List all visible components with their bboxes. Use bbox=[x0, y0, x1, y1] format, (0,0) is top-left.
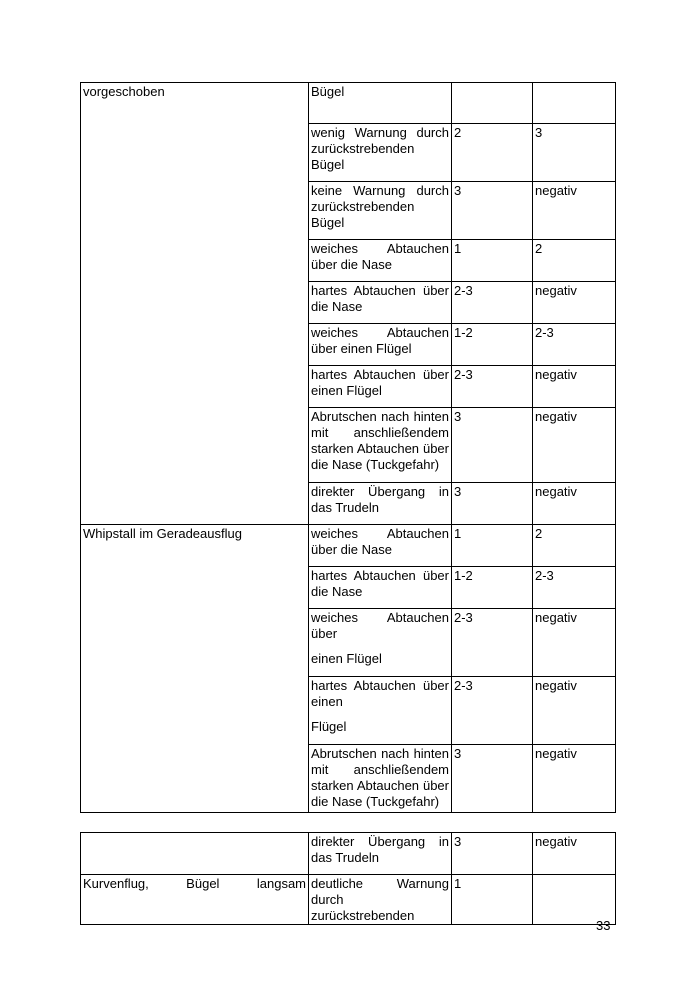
description-text: Bügel bbox=[311, 84, 345, 99]
maneuver-label: Whipstall im Geradeausflug bbox=[83, 526, 242, 541]
rating-b-cell: negativ bbox=[533, 745, 616, 813]
rating-a-cell bbox=[452, 83, 533, 124]
rating-a-cell: 1 bbox=[452, 240, 533, 282]
description-cell bbox=[309, 83, 452, 124]
rating-b-cell bbox=[533, 875, 616, 925]
rating-b-cell bbox=[533, 83, 616, 124]
maneuver-label-cell bbox=[81, 833, 309, 875]
rating-a-cell: 3 bbox=[452, 833, 533, 875]
description-text: Flügel bbox=[311, 719, 347, 734]
rating-b-cell: negativ bbox=[533, 677, 616, 745]
description-cell bbox=[309, 875, 452, 925]
description-text: weiches Abtauchen über einen Flügel bbox=[311, 325, 449, 356]
description-cell bbox=[309, 408, 452, 483]
description-text: Abrutschen nach hinten mit anschließendem starken Abtauchen über die Nase (Tuckgefahr) bbox=[311, 409, 449, 472]
description-text: wenig Warnung durch zurückstrebenden Bügel bbox=[311, 125, 449, 172]
maneuver-table-2 bbox=[80, 832, 616, 925]
rating-a-cell: 2-3 bbox=[452, 677, 533, 745]
description-text: direkter Übergang in das Trudeln bbox=[311, 834, 449, 865]
rating-a-cell: 3 bbox=[452, 182, 533, 240]
rating-b-cell: negativ bbox=[533, 408, 616, 483]
description-text: weiches Abtauchen über die Nase bbox=[311, 241, 449, 272]
rating-b-cell: negativ bbox=[533, 609, 616, 677]
rating-a-cell: 2-3 bbox=[452, 609, 533, 677]
description-text: hartes Abtauchen über einen Flügel bbox=[311, 367, 449, 398]
description-text: weiches Abtauchen über bbox=[311, 610, 449, 641]
rating-b-cell: 3 bbox=[533, 124, 616, 182]
rating-b-cell: 2 bbox=[533, 525, 616, 567]
description-cell bbox=[309, 677, 452, 745]
description-text: deutliche Warnung durch zurückstrebenden bbox=[311, 876, 449, 923]
description-text: Abrutschen nach hinten mit anschließendem starken Abtauchen über die Nase (Tuckgefahr) bbox=[311, 746, 449, 809]
rating-a-cell: 2-3 bbox=[452, 366, 533, 408]
description-cell bbox=[309, 366, 452, 408]
rating-a-cell: 1 bbox=[452, 875, 533, 925]
rating-a-cell: 3 bbox=[452, 483, 533, 525]
rating-b-cell: 2 bbox=[533, 240, 616, 282]
rating-b-cell: negativ bbox=[533, 483, 616, 525]
rating-a-cell: 1-2 bbox=[452, 567, 533, 609]
description-cell bbox=[309, 240, 452, 282]
description-cell bbox=[309, 324, 452, 366]
description-cell bbox=[309, 745, 452, 813]
table-row bbox=[81, 83, 616, 124]
table-row bbox=[81, 875, 616, 925]
table-row bbox=[81, 833, 616, 875]
rating-b-cell: negativ bbox=[533, 182, 616, 240]
rating-a-cell: 1 bbox=[452, 525, 533, 567]
description-text: weiches Abtauchen über die Nase bbox=[311, 526, 449, 557]
maneuver-label-cell bbox=[81, 525, 309, 813]
rating-b-cell: 2-3 bbox=[533, 324, 616, 366]
rating-b-cell: negativ bbox=[533, 366, 616, 408]
description-cell bbox=[309, 525, 452, 567]
description-text: hartes Abtauchen über die Nase bbox=[311, 283, 449, 314]
description-cell bbox=[309, 609, 452, 677]
description-text: einen Flügel bbox=[311, 651, 382, 666]
rating-b-cell: 2-3 bbox=[533, 567, 616, 609]
table-row bbox=[81, 525, 616, 567]
description-text: hartes Abtauchen über die Nase bbox=[311, 568, 449, 599]
description-text: direkter Übergang in das Trudeln bbox=[311, 484, 449, 515]
maneuver-table-1 bbox=[80, 82, 616, 813]
rating-a-cell: 1-2 bbox=[452, 324, 533, 366]
rating-b-cell: negativ bbox=[533, 833, 616, 875]
description-cell bbox=[309, 483, 452, 525]
description-cell bbox=[309, 282, 452, 324]
description-cell bbox=[309, 182, 452, 240]
description-cell bbox=[309, 833, 452, 875]
rating-a-cell: 2 bbox=[452, 124, 533, 182]
description-cell bbox=[309, 567, 452, 609]
rating-a-cell: 3 bbox=[452, 745, 533, 813]
description-text: keine Warnung durch zurückstrebenden Bügel bbox=[311, 183, 449, 230]
rating-a-cell: 2-3 bbox=[452, 282, 533, 324]
description-text: hartes Abtauchen über einen bbox=[311, 678, 449, 709]
description-cell bbox=[309, 124, 452, 182]
rating-a-cell: 3 bbox=[452, 408, 533, 483]
maneuver-label: vorgeschoben bbox=[83, 84, 165, 99]
page-number: 33 bbox=[596, 918, 611, 933]
maneuver-label-cell bbox=[81, 83, 309, 525]
maneuver-label: Kurvenflug, Bügel langsam bbox=[83, 876, 306, 891]
rating-b-cell: negativ bbox=[533, 282, 616, 324]
maneuver-label-cell bbox=[81, 875, 309, 925]
